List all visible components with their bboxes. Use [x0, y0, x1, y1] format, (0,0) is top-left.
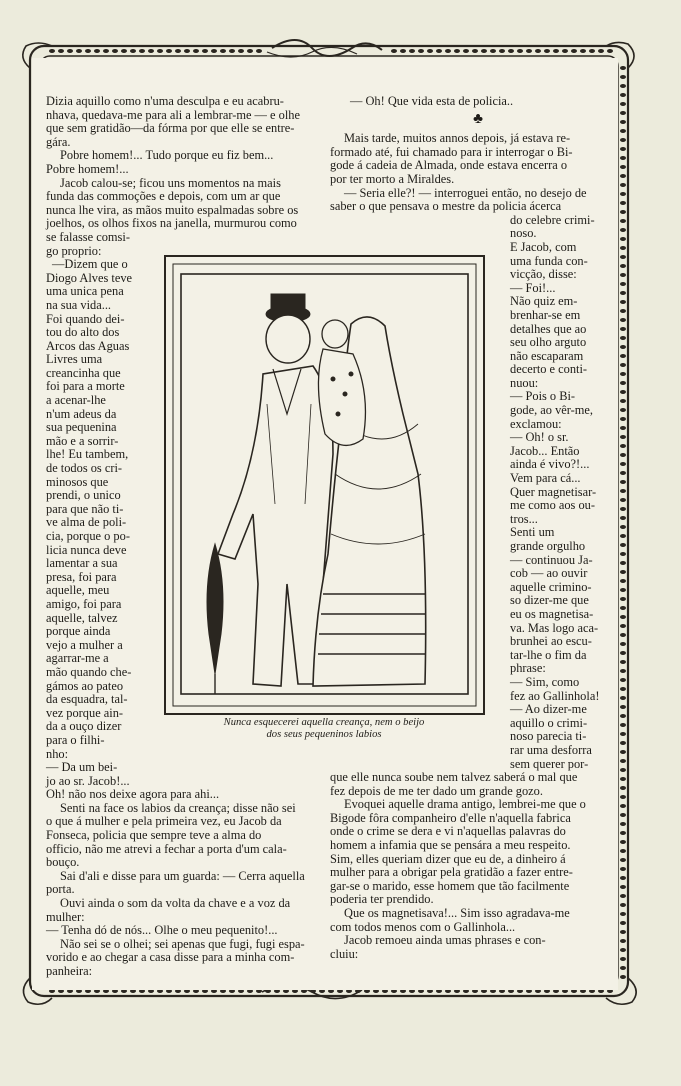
- text-line: de todos os cri-: [46, 461, 123, 476]
- text-line: nhava, quedava-me para ali a lembrar-me — e olhe: [46, 107, 300, 122]
- text-line: va. Mas logo aca-: [510, 620, 599, 635]
- right-column-top-line: — Oh! Que vida esta de policia..: [350, 94, 514, 108]
- text-line: Senti na face os labios da creança; disse não sei: [60, 800, 296, 815]
- text-line: tou do alto dos: [46, 325, 120, 340]
- text-line: licia nunca deve: [46, 542, 127, 557]
- text-line: Evoquei aquelle drama antigo, lembrei-me que o: [344, 797, 586, 812]
- text-line: cob — ao ouvir: [510, 566, 588, 581]
- text-line: E Jacob, com: [510, 239, 577, 254]
- text-line: se falasse comsi-: [46, 229, 130, 244]
- text-line: mulher para a obrigar pela gratidão a fazer entre-: [330, 865, 573, 880]
- text-line: uma funda con-: [510, 253, 588, 268]
- text-line: grande orgulho: [510, 539, 586, 553]
- text-line: onde o crime se dera e vi n'aquellas palavras do: [330, 824, 566, 839]
- text-line: que elle nunca soube nem talvez saberá o mal que: [330, 770, 578, 785]
- text-line: saber o que pensava o mestre da policia ácerca: [330, 199, 562, 214]
- text-line: minosos que: [46, 474, 109, 489]
- text-line: vorido e ao chegar a casa disse para a minha com-: [46, 950, 295, 965]
- text-line: Bigode fôra companheiro d'elle n'aquella fabrica: [330, 810, 571, 825]
- text-line: Fonseca, policia que sempre teve a alma do: [46, 828, 262, 843]
- text-line: Senti um: [510, 525, 555, 540]
- text-line: Ouvi ainda o som da volta da chave e a voz da: [60, 896, 291, 911]
- text-line: aquillo o crimi-: [510, 715, 588, 730]
- text-line: bouço.: [46, 855, 80, 870]
- text-line: detalhes que ao: [510, 321, 587, 336]
- text-line: me como aos ou-: [510, 498, 595, 513]
- text-line: — Sim, como: [510, 674, 580, 689]
- text-line: exclamou:: [510, 416, 562, 431]
- text-line: mão e a sorrir-: [46, 433, 119, 448]
- text-line: porta.: [46, 882, 75, 897]
- text-line: Pobre homem!...: [46, 161, 129, 176]
- text-line: Sim, elles queriam dizer que eu de, a dinheiro á: [330, 851, 566, 866]
- text-line: decerto e conti-: [510, 362, 588, 377]
- text-line: que sem gratidão—da fórma por que elle se entre-: [46, 121, 295, 136]
- text-line: homem a infamia que se pensára a meu respeito.: [330, 838, 571, 853]
- text-line: porque ainda: [46, 624, 111, 639]
- text-line: poderia ter prendido.: [330, 892, 434, 907]
- text-line: fez ao Gallinhola!: [510, 688, 600, 703]
- text-line: Arcos das Aguas: [46, 338, 130, 353]
- text-line: gára.: [46, 134, 71, 149]
- text-line: gode á cadeia de Almada, onde estava encerra o: [330, 158, 568, 173]
- text-line: não escaparam: [510, 348, 584, 363]
- text-line: foi para a morte: [46, 379, 125, 394]
- text-line: n'um adeus da: [46, 406, 117, 421]
- text-line: formado até, fui chamado para ir interrogar o Bi-: [330, 144, 573, 159]
- text-line: do celebre crimi-: [510, 212, 595, 227]
- text-line: Jacob calou-se; ficou uns momentos na mais: [60, 175, 281, 190]
- text-line: da esquadra, tal-: [46, 692, 128, 707]
- text-line: tar-lhe o fim da: [510, 647, 587, 662]
- text-line: go proprio:: [46, 243, 102, 258]
- text-line: vez porque ain-: [46, 705, 124, 720]
- text-line: mulher:: [46, 909, 85, 924]
- text-line: brunhei ao escu-: [510, 634, 592, 649]
- text-line: noso.: [510, 226, 537, 241]
- illustration-caption: [172, 717, 476, 740]
- text-line: vicção, disse:: [510, 267, 577, 282]
- club-icon: ♣: [473, 110, 483, 127]
- text-line: para o filhi-: [46, 732, 105, 747]
- text-line: Jacob... Então: [510, 443, 580, 458]
- text-line: so dizer-me que: [510, 593, 589, 608]
- text-line: —Dizem que o: [52, 257, 128, 272]
- text-line: fez depois de me ter dado um grande gozo.: [330, 783, 543, 798]
- text-line: nunca lhe vira, as mãos muito espalmadas sobre os: [46, 202, 299, 217]
- text-line: brenhar-se em: [510, 307, 581, 322]
- text-line: lhe! Eu tambem,: [46, 447, 129, 462]
- text-line: o que á mulher e pela primeira vez, eu Jacob da: [46, 814, 282, 829]
- text-line: ainda é vivo?!...: [510, 457, 590, 472]
- text-line: — Foi!...: [510, 280, 556, 295]
- text-line: mão quando che-: [46, 664, 132, 679]
- text-line: amigo, foi para: [46, 596, 122, 611]
- text-line: agarrar-me a: [46, 651, 109, 666]
- text-line: jo ao sr. Jacob!...: [46, 773, 130, 788]
- text-line: phrase:: [510, 661, 546, 676]
- text-line: rar uma desforra: [510, 742, 592, 757]
- text-line: seu olho arguto: [510, 335, 587, 350]
- text-line: — continuou Ja-: [510, 552, 593, 567]
- caption-line-2: dos seus pequeninos labios: [266, 728, 382, 740]
- text-line: da a ouço dizer: [46, 719, 122, 734]
- text-line: Não sei se o olhei; sei apenas que fugi, fugi espa-: [60, 936, 305, 951]
- text-line: Diogo Alves teve: [46, 270, 133, 285]
- text-line: Quer magnetisar-: [510, 484, 597, 499]
- text-line: Dizia aquillo como n'uma desculpa e eu acabru-: [46, 94, 284, 108]
- text-line: officio, não me atrevi a fechar a porta d'um cala-: [46, 841, 287, 856]
- text-line: vejo a mulher a: [46, 637, 123, 652]
- text-line: Livres uma: [46, 352, 103, 367]
- text-line: — Seria elle?! — interroguei então, no desejo de: [344, 185, 587, 200]
- text-line: aquelle, talvez: [46, 610, 118, 625]
- text-line: ve alma de poli-: [46, 515, 127, 530]
- text-line: Jacob remoeu ainda umas phrases e con-: [344, 933, 546, 948]
- text-line: tros...: [510, 511, 538, 526]
- text-line: cluiu:: [330, 946, 359, 961]
- text-line: — Tenha dó de nós... Olhe o meu pequenito!...: [46, 923, 278, 938]
- text-line: funda das commoções e depois, com um ar que: [46, 189, 281, 204]
- text-line: aquelle, meu: [46, 583, 110, 598]
- text-line: na sua vida...: [46, 297, 112, 312]
- text-line: Foi quando dei-: [46, 311, 125, 326]
- text-line: — Da um bei-: [46, 760, 118, 775]
- text-line: gar-se o marido, esse homem que tão facilmente: [330, 878, 570, 893]
- text-line: joelhos, os olhos fixos na janella, murmurou como: [46, 216, 297, 231]
- text-line: — Ao dizer-me: [510, 702, 587, 717]
- text-line: sem querer por-: [510, 756, 589, 771]
- text-line: por ter morto a Miraldes.: [330, 171, 455, 186]
- text-line: Sai d'ali e disse para um guarda: — Cerra aquella: [60, 868, 305, 883]
- text-line: noso parecia ti-: [510, 729, 587, 744]
- text-line: prendi, o unico: [46, 488, 121, 503]
- text-line: — Oh! o sr.: [510, 430, 569, 445]
- caption-line-1: Nunca esquecerei aquella creança, nem o beijo: [223, 717, 425, 728]
- text-line: eu os magnetisa-: [510, 606, 594, 621]
- text-line: Vem para cá...: [510, 471, 581, 486]
- text-line: com todos menos com o Gallinhola...: [330, 919, 516, 934]
- text-line: gode, ao vêr-me,: [510, 403, 594, 418]
- text-line: sua pequenina: [46, 420, 117, 435]
- text-line: Mais tarde, muitos annos depois, já estava re-: [344, 131, 571, 146]
- text-line: creancinha que: [46, 365, 121, 380]
- text-line: Não quiz em-: [510, 294, 578, 309]
- text-line: panheira:: [46, 964, 93, 978]
- text-line: a acenar-lhe: [46, 393, 106, 408]
- text-line: para que não ti-: [46, 501, 124, 516]
- text-line: presa, foi para: [46, 569, 117, 584]
- text-line: Oh! não nos deixe agora para ahi...: [46, 787, 220, 802]
- text-line: Pobre homem!... Tudo porque eu fiz bem...: [60, 148, 274, 163]
- text-line: cia, porque o po-: [46, 529, 130, 543]
- text-line: nuou:: [510, 375, 539, 390]
- text-line: aquelle crimino-: [510, 579, 592, 594]
- text-line: nho:: [46, 746, 69, 761]
- text-line: uma unica pena: [46, 284, 124, 299]
- text-line: — Pois o Bi-: [510, 389, 576, 404]
- text-line: Que os magnetisava!... Sim isso agradava-me: [344, 906, 570, 921]
- text-line: lamentar a sua: [46, 556, 118, 571]
- illustration: [163, 254, 486, 716]
- text-line: gámos ao pateo: [46, 678, 124, 693]
